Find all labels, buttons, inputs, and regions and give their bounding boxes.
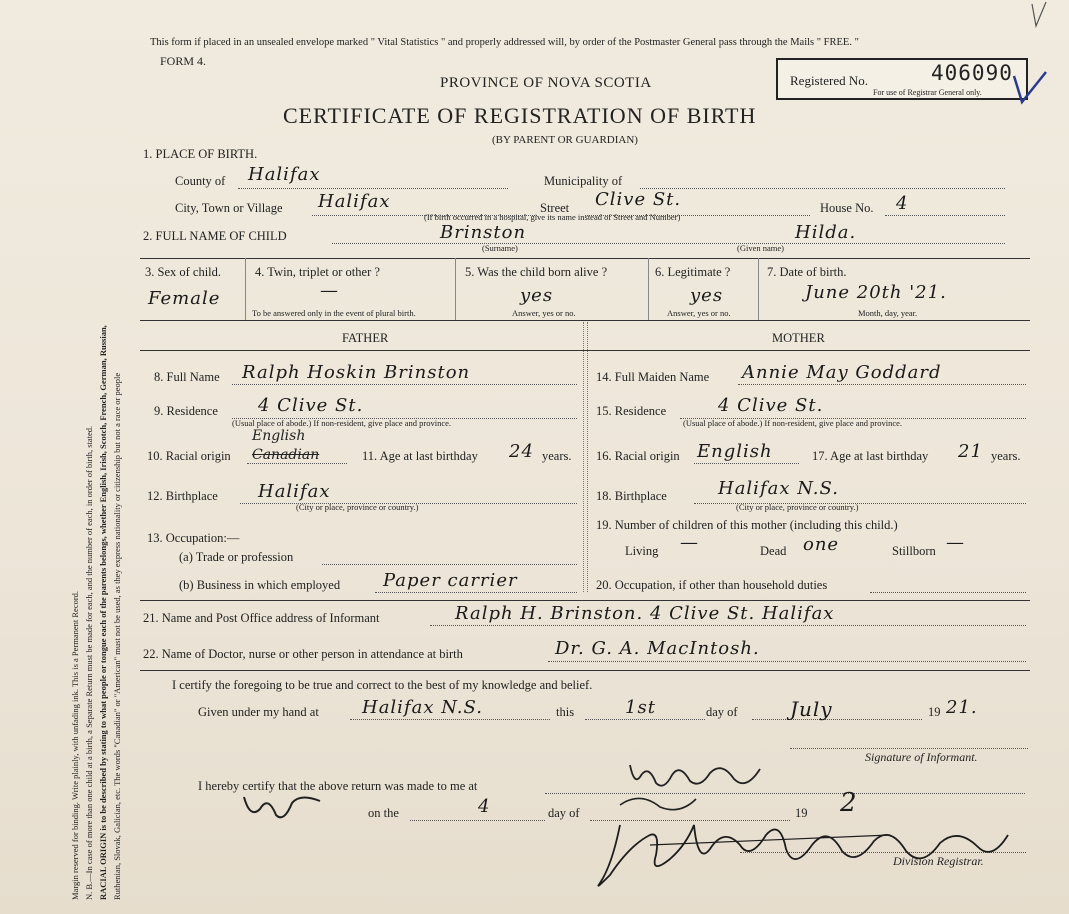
year-prefix: 19 <box>928 705 941 719</box>
division-registrar-label: Division Registrar. <box>893 854 984 868</box>
given-name-note: (Given name) <box>737 243 784 253</box>
registered-no-value: 406090 <box>931 61 1013 85</box>
mother-age-label: 17. Age at last birthday <box>812 449 929 463</box>
alive-value: yes <box>520 285 554 306</box>
house-label: House No. <box>820 201 874 215</box>
given-place-value: Halifax N.S. <box>362 697 483 718</box>
mother-race-label: 16. Racial origin <box>596 449 680 463</box>
legitimate-label: 6. Legitimate ? <box>655 265 731 279</box>
margin-note-racial-origin-2: Ruthenian, Slovak, Galician, etc. The words "Canadian" or "American" must not be used, as they express nationality or citizenship but not a race or people <box>112 372 122 900</box>
doctor-value: Dr. G. A. MacIntosh. <box>555 638 760 659</box>
this-label: this <box>556 705 575 719</box>
registrar-signature-icon <box>590 805 1020 895</box>
legitimate-value: yes <box>690 285 724 306</box>
street-note: (If birth occurred in a hospital, give its name instead of Street and Number) <box>424 212 681 222</box>
legitimate-note: Answer, yes or no. <box>667 308 731 318</box>
sex-label: 3. Sex of child. <box>145 265 222 279</box>
informant-signature-label: Signature of Informant. <box>865 750 978 764</box>
dead-label: Dead <box>760 544 787 558</box>
alive-label: 5. Was the child born alive ? <box>465 265 608 279</box>
father-birthplace-note: (City or place, province or country.) <box>296 502 419 512</box>
father-race-label: 10. Racial origin <box>147 449 231 463</box>
province-heading: PROVINCE OF NOVA SCOTIA <box>440 75 652 91</box>
stillborn-value: — <box>946 532 965 553</box>
month-value: July <box>790 697 833 721</box>
registration-number-box <box>776 58 1028 100</box>
street-label: Street <box>540 201 570 215</box>
year-value: 21. <box>946 697 978 718</box>
mother-occupation-label: 20. Occupation, if other than household duties <box>596 578 828 592</box>
margin-note-binding: Margin reserved for binding. Write plainly, with unfading ink. This is a Permanent Record. <box>70 590 80 900</box>
county-value: Halifax <box>248 164 321 185</box>
registration-day-value: 4 <box>478 796 491 817</box>
certify-statement: I certify the foregoing to be true and correct to the best of my knowledge and belief. <box>172 678 593 692</box>
birth-date-label: 7. Date of birth. <box>767 265 847 279</box>
city-label: City, Town or Village <box>175 201 283 215</box>
registration-year-value: 2 <box>840 788 858 818</box>
mother-race-value: English <box>697 441 773 462</box>
sex-value: Female <box>148 288 221 309</box>
birth-date-value: June 20th '21. <box>805 282 947 303</box>
tick-mark-icon <box>1030 0 1050 30</box>
registrar-place-scribble-icon <box>240 785 330 825</box>
mother-birthplace-note: (City or place, province or country.) <box>736 502 859 512</box>
certificate-title: CERTIFICATE OF REGISTRATION OF BIRTH <box>283 103 757 128</box>
father-heading: FATHER <box>342 331 389 345</box>
check-mark-icon <box>1010 70 1050 106</box>
child-surname-value: Brinston <box>440 222 527 243</box>
father-residence-label: 9. Residence <box>154 404 218 418</box>
mail-notice: This form if placed in an unsealed envelope marked " Vital Statistics " and properly addressed will, by order of the Postmaster General pass through the Mails " FREE. " <box>150 37 859 48</box>
mother-birthplace-value: Halifax N.S. <box>718 478 839 499</box>
father-trade-label: (a) Trade or profession <box>179 550 294 564</box>
day-of-label: day of <box>706 705 738 719</box>
mother-residence-value: 4 Clive St. <box>718 395 824 416</box>
county-label: County of <box>175 174 226 188</box>
registration-day-of-label: day of <box>548 806 580 820</box>
day-value: 1st <box>625 697 656 718</box>
stillborn-label: Stillborn <box>892 544 936 558</box>
father-residence-note: (Usual place of abode.) If non-resident, give place and province. <box>232 418 452 428</box>
mother-children-label: 19. Number of children of this mother (including this child.) <box>596 518 898 532</box>
certificate-subtitle: (BY PARENT OR GUARDIAN) <box>492 134 638 146</box>
father-name-label: 8. Full Name <box>154 370 220 384</box>
father-race-value: English <box>252 428 306 444</box>
informant-value: Ralph H. Brinston. 4 Clive St. Halifax <box>455 603 835 624</box>
doctor-label: 22. Name of Doctor, nurse or other person in attendance at birth <box>143 647 463 661</box>
mother-name-label: 14. Full Maiden Name <box>596 370 710 384</box>
father-business-label: (b) Business in which employed <box>179 578 341 592</box>
twin-value: — <box>320 280 339 301</box>
father-business-value: Paper carrier <box>383 570 518 591</box>
alive-note: Answer, yes or no. <box>512 308 576 318</box>
father-race-struck: Canadian <box>252 447 320 463</box>
father-birthplace-label: 12. Birthplace <box>147 489 218 503</box>
house-value: 4 <box>896 193 909 214</box>
place-of-birth-heading: 1. PLACE OF BIRTH. <box>143 147 258 161</box>
municipality-label: Municipality of <box>544 174 623 188</box>
father-residence-value: 4 Clive St. <box>258 395 364 416</box>
registered-no-note: For use of Registrar General only. <box>873 88 982 97</box>
margin-note-multiple-births: N. B.—In case of more than one child at a birth, a Separate Return must be made for each, and the number of each, in order of birth, stated. <box>84 425 94 900</box>
father-birthplace-value: Halifax <box>258 481 331 502</box>
father-name-value: Ralph Hoskin Brinston <box>242 362 471 383</box>
mother-birthplace-label: 18. Birthplace <box>596 489 667 503</box>
form-number: FORM 4. <box>160 54 207 68</box>
twin-note: To be answered only in the event of plural birth. <box>252 308 416 318</box>
father-age-unit: years. <box>542 449 572 463</box>
city-value: Halifax <box>318 191 391 212</box>
living-value: — <box>680 532 699 553</box>
child-given-name-value: Hilda. <box>795 222 857 243</box>
given-under-label: Given under my hand at <box>198 705 319 719</box>
mother-residence-label: 15. Residence <box>596 404 667 418</box>
mother-age-unit: years. <box>991 449 1021 463</box>
on-the-label: on the <box>368 806 399 820</box>
child-name-label: 2. FULL NAME OF CHILD <box>143 229 287 243</box>
birth-date-note: Month, day, year. <box>858 308 918 318</box>
father-occupation-label: 13. Occupation:— <box>147 531 240 545</box>
surname-note: (Surname) <box>482 243 518 253</box>
living-label: Living <box>625 544 659 558</box>
twin-label: 4. Twin, triplet or other ? <box>255 265 380 279</box>
registered-no-label: Registered No. <box>790 73 868 88</box>
mother-heading: MOTHER <box>772 331 825 345</box>
father-age-label: 11. Age at last birthday <box>362 449 478 463</box>
street-value: Clive St. <box>595 189 682 210</box>
informant-label: 21. Name and Post Office address of Informant <box>143 611 380 625</box>
mother-name-value: Annie May Goddard <box>742 362 942 383</box>
dead-value: one <box>803 534 840 555</box>
registration-year-prefix: 19 <box>795 806 808 820</box>
father-age-value: 24 <box>509 441 534 462</box>
registrar-statement: I hereby certify that the above return was made to me at <box>198 779 478 793</box>
margin-note-racial-origin: RACIAL ORIGIN is to be described by stating to what people or tongue each of the parents belongs, whether English, Irish, Scotch, French, German, Russian, <box>98 325 108 900</box>
mother-age-value: 21 <box>958 441 983 462</box>
mother-residence-note: (Usual place of abode.) If non-resident, give place and province. <box>683 418 903 428</box>
